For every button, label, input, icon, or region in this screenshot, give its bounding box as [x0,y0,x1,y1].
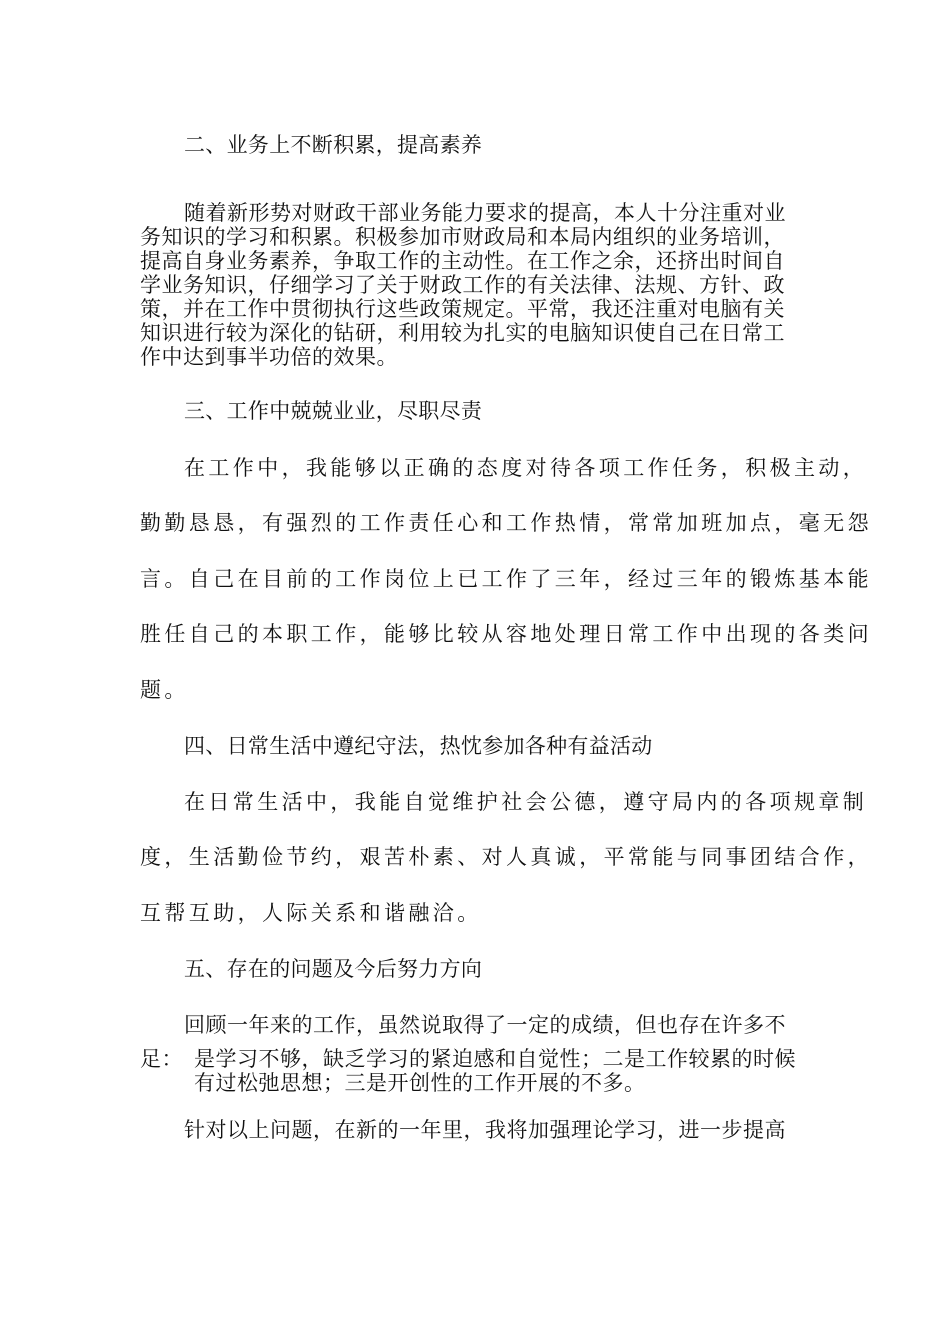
section-heading-3: 三、工作中兢兢业业，尽职尽责 [184,399,483,423]
paragraph-line: 在工作中，我能够以正确的态度对待各项工作任务，积极主动， [184,456,868,480]
paragraph-line-label: 足： [140,1047,183,1071]
paragraph-line: 胜任自己的本职工作，能够比较从容地处理日常工作中出现的各类问 [140,622,872,646]
paragraph-line: 策，并在工作中贯彻执行这些政策规定。平常，我还注重对电脑有关 [140,297,785,321]
paragraph-line: 互帮互助，人际关系和谐融洽。 [140,901,482,925]
paragraph-line: 务知识的学习和积累。积极参加市财政局和本局内组织的业务培训， [140,225,785,249]
paragraph-line: 言。自己在目前的工作岗位上已工作了三年，经过三年的锻炼基本能 [140,567,872,591]
section-heading-5: 五、存在的问题及今后努力方向 [184,957,483,981]
paragraph-line: 度，生活勤俭节约，艰苦朴素、对人真诚，平常能与同事团结合作， [140,845,872,869]
paragraph-line: 回顾一年来的工作，虽然说取得了一定的成绩，但也存在许多不 [184,1013,786,1037]
section-heading-2: 二、业务上不断积累，提高素养 [184,133,483,157]
paragraph-line: 针对以上问题，在新的一年里，我将加强理论学习，进一步提高 [184,1118,786,1142]
paragraph-line: 题。 [140,678,189,702]
paragraph-line: 是学习不够，缺乏学习的紧迫感和自觉性；二是工作较累的时候 [194,1047,796,1071]
paragraph-line: 作中达到事半功倍的效果。 [140,345,398,369]
paragraph-line: 学业务知识，仔细学习了关于财政工作的有关法律、法规、方针、政 [140,273,785,297]
section-heading-4: 四、日常生活中遵纪守法，热忱参加各种有益活动 [184,734,653,758]
paragraph-line: 知识进行较为深化的钻研，利用较为扎实的电脑知识使自己在日常工 [140,321,785,345]
paragraph-line: 随着新形势对财政干部业务能力要求的提高，本人十分注重对业 [184,201,786,225]
paragraph-line: 在日常生活中，我能自觉维护社会公德，遵守局内的各项规章制 [184,790,868,814]
paragraph-line: 勤勤恳恳，有强烈的工作责任心和工作热情，常常加班加点，毫无怨 [140,511,872,535]
paragraph-line: 有过松弛思想；三是开创性的工作开展的不多。 [194,1071,646,1095]
paragraph-line: 提高自身业务素养，争取工作的主动性。在工作之余，还挤出时间自 [140,249,785,273]
